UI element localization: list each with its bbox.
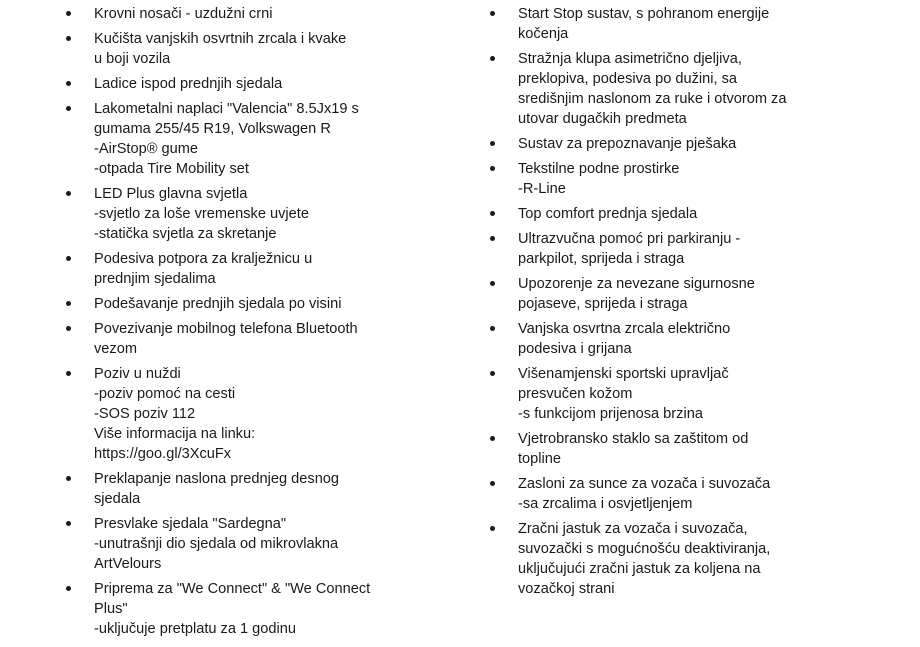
- bullet-icon: [66, 371, 71, 376]
- equipment-text-line: gumama 255/45 R19, Volkswagen R: [94, 121, 331, 137]
- bullet-icon: [490, 326, 495, 331]
- equipment-text-line: pojaseve, sprijeda i straga: [518, 296, 688, 312]
- equipment-item: [490, 519, 820, 599]
- right-equipment-column: [490, 4, 820, 604]
- bullet-icon: [490, 481, 495, 486]
- equipment-text-line: -sa zrcalima i osvjetljenjem: [518, 496, 693, 512]
- equipment-item: [490, 49, 820, 129]
- equipment-text-line: uključujući zračni jastuk za koljena na: [518, 561, 761, 577]
- equipment-item: [490, 274, 820, 314]
- equipment-text-line: Upozorenje za nevezane sigurnosne: [518, 276, 755, 292]
- equipment-item: [66, 294, 426, 314]
- equipment-text-line: LED Plus glavna svjetla: [94, 186, 248, 202]
- bullet-icon: [66, 11, 71, 16]
- equipment-text-line: Podesiva potpora za kralježnicu u: [94, 251, 313, 267]
- equipment-text-line: prednjim sjedalima: [94, 271, 216, 287]
- equipment-text-line: topline: [518, 451, 562, 467]
- equipment-text-line: vozačkoj strani: [518, 581, 615, 597]
- equipment-text-line: -AirStop® gume: [94, 141, 199, 157]
- equipment-item: [490, 4, 820, 44]
- equipment-text-line: -poziv pomoć na cesti: [94, 386, 236, 402]
- equipment-text-line: parkpilot, sprijeda i straga: [518, 251, 685, 267]
- equipment-text-line: Kučišta vanjskih osvrtnih zrcala i kvake: [94, 31, 347, 47]
- equipment-text-line: podesiva i grijana: [518, 341, 632, 357]
- equipment-text-line: Poziv u nuždi: [94, 366, 181, 382]
- equipment-text-line: -s funkcijom prijenosa brzina: [518, 406, 703, 422]
- bullet-icon: [66, 256, 71, 261]
- equipment-text-line: presvučen kožom: [518, 386, 633, 402]
- bullet-icon: [66, 521, 71, 526]
- equipment-text-line: Lakometalni naplaci "Valencia" 8.5Jx19 s: [94, 101, 359, 117]
- equipment-text-line: Tekstilne podne prostirke: [518, 161, 680, 177]
- equipment-item: [66, 29, 426, 69]
- bullet-icon: [66, 106, 71, 111]
- bullet-icon: [490, 436, 495, 441]
- bullet-icon: [490, 141, 495, 146]
- bullet-icon: [490, 371, 495, 376]
- equipment-item: [66, 319, 426, 359]
- equipment-item: [490, 364, 820, 424]
- equipment-text-line: u boji vozila: [94, 51, 171, 67]
- equipment-text-line: Vanjska osvrtna zrcala električno: [518, 321, 731, 337]
- bullet-icon: [66, 476, 71, 481]
- equipment-text-line: Priprema za "We Connect" & "We Connect: [94, 581, 371, 597]
- equipment-item: [490, 134, 820, 154]
- equipment-item: [66, 4, 426, 24]
- bullet-icon: [66, 36, 71, 41]
- equipment-text-line: ArtVelours: [94, 556, 162, 572]
- equipment-item: [490, 159, 820, 199]
- bullet-icon: [490, 526, 495, 531]
- equipment-text-line: -otpada Tire Mobility set: [94, 161, 249, 177]
- equipment-text-line: središnjim naslonom za ruke i otvorom za: [518, 91, 787, 107]
- equipment-text-line: Podešavanje prednjih sjedala po visini: [94, 296, 342, 312]
- equipment-item: [490, 319, 820, 359]
- equipment-text-line: Krovni nosači - uzdužni crni: [94, 6, 273, 22]
- equipment-text-line: vezom: [94, 341, 137, 357]
- equipment-text-line: -statička svjetla za skretanje: [94, 226, 277, 242]
- equipment-text-line: -svjetlo za loše vremenske uvjete: [94, 206, 309, 222]
- equipment-text-line: Zasloni za sunce za vozača i suvozača: [518, 476, 771, 492]
- equipment-text-line: https://goo.gl/3XcuFx: [94, 446, 232, 462]
- equipment-text-line: Višenamjenski sportski upravljač: [518, 366, 729, 382]
- left-equipment-list: [66, 4, 426, 639]
- equipment-text-line: sjedala: [94, 491, 141, 507]
- bullet-icon: [490, 281, 495, 286]
- equipment-text-line: Zračni jastuk za vozača i suvozača,: [518, 521, 748, 537]
- equipment-text-line: Start Stop sustav, s pohranom energije: [518, 6, 770, 22]
- equipment-text-line: -R-Line: [518, 181, 566, 197]
- equipment-text-line: Sustav za prepoznavanje pješaka: [518, 136, 737, 152]
- bullet-icon: [490, 166, 495, 171]
- equipment-text-line: kočenja: [518, 26, 569, 42]
- equipment-item: [66, 74, 426, 94]
- bullet-icon: [490, 236, 495, 241]
- bullet-icon: [490, 11, 495, 16]
- equipment-text-line: -SOS poziv 112: [94, 406, 196, 422]
- bullet-icon: [66, 81, 71, 86]
- equipment-text-line: -unutrašnji dio sjedala od mikrovlakna: [94, 536, 339, 552]
- equipment-text-line: Ladice ispod prednjih sjedala: [94, 76, 283, 92]
- bullet-icon: [66, 301, 71, 306]
- equipment-text-line: Plus": [94, 601, 128, 617]
- equipment-text-line: -uključuje pretplatu za 1 godinu: [94, 621, 297, 637]
- equipment-item: [490, 429, 820, 469]
- equipment-text-line: Povezivanje mobilnog telefona Bluetooth: [94, 321, 358, 337]
- equipment-text-line: Preklapanje naslona prednjeg desnog: [94, 471, 340, 487]
- equipment-text-line: preklopiva, podesiva po dužini, sa: [518, 71, 738, 87]
- bullet-icon: [66, 326, 71, 331]
- bullet-icon: [66, 586, 71, 591]
- equipment-text-line: utovar dugačkih predmeta: [518, 111, 687, 127]
- equipment-text-line: Top comfort prednja sjedala: [518, 206, 698, 222]
- equipment-item: [66, 184, 426, 244]
- equipment-item: [66, 469, 426, 509]
- bullet-icon: [66, 191, 71, 196]
- equipment-item: [66, 249, 426, 289]
- equipment-item: [66, 579, 426, 639]
- equipment-text-line: suvozački s mogućnošću deaktiviranja,: [518, 541, 771, 557]
- equipment-item: [66, 364, 426, 464]
- bullet-icon: [490, 56, 495, 61]
- equipment-text-line: Ultrazvučna pomoć pri parkiranju -: [518, 231, 741, 247]
- equipment-item: [490, 229, 820, 269]
- equipment-item: [490, 204, 820, 224]
- bullet-icon: [490, 211, 495, 216]
- equipment-text-line: Stražnja klupa asimetrično djeljiva,: [518, 51, 742, 67]
- equipment-text-line: Presvlake sjedala "Sardegna": [94, 516, 287, 532]
- right-equipment-list: [490, 4, 820, 599]
- equipment-text-line: Više informacija na linku:: [94, 426, 256, 442]
- left-equipment-column: [66, 4, 426, 644]
- equipment-item: [66, 514, 426, 574]
- equipment-text-line: Vjetrobransko staklo sa zaštitom od: [518, 431, 749, 447]
- equipment-item: [490, 474, 820, 514]
- equipment-item: [66, 99, 426, 179]
